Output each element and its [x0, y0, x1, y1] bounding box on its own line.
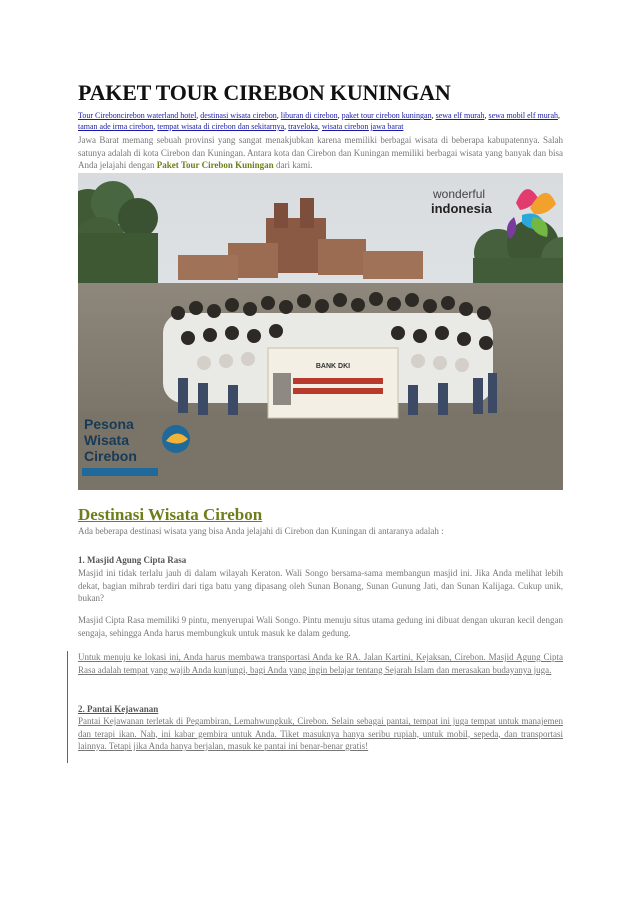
tag-link[interactable]: Tour Cirebon: [78, 111, 121, 120]
item-1-paragraph-3: Untuk menuju ke lokasi ini, Anda harus membawa transportasi Anda ke RA. Jalan Kartini, Kejaksan, Cirebon. Masjid Agung Cipta Rasa adalah tempat yang wajib Anda kunjungi, bagi Anda yang ingin belajar tentang Sejarah Islam dan merasakan budayanya juga.: [78, 652, 563, 675]
section-heading: Destinasi Wisata Cirebon: [78, 505, 263, 524]
group-photo: [78, 173, 563, 490]
item-1-paragraph-1: Masjid ini tidak terlalu jauh di dalam wilayah Keraton. Wali Songo bersama-sama membangun masjid ini. Jika Anda melihat lebih dekat, bagian mihrab terdiri dari tiga batu yang dipasang oleh Sunan Bonang, Sunan Gunung Jati, dan Sunan Kalijaga. Cukup unik, bukan?: [78, 568, 563, 603]
logo-bottom-text: indonesia: [431, 201, 492, 216]
tag-link[interactable]: taman ade irma cirebon: [78, 122, 154, 131]
banner-text: BANK DKI: [315, 363, 351, 370]
tag-link[interactable]: wisata cirebon jawa barat: [321, 122, 404, 131]
intro-paragraph: [78, 134, 563, 172]
left-margin-bar: [67, 651, 68, 763]
tag-link[interactable]: traveloka: [288, 122, 318, 131]
badge-line-2: Wisata: [84, 432, 130, 448]
group-photo-image: [78, 173, 563, 490]
item-2-paragraph-1: Pantai Kejawanan terletak di Pegambiran, Lemahwungkuk, Cirebon. Selain sebagai pantai, tempat ini juga tempat untuk manajemen dan terapi ikan. Nah, ini kabar gembira untuk Anda. Tiket masuknya hanya seribu rupiah, untuk mobil, sepeda, dan transportasi lainnya. Tetapi jika Anda hanya berjalan, masuk ke pantai ini benar-benar gratis!: [78, 716, 563, 751]
badge-line-1: Pesona: [84, 416, 134, 432]
badge-line-3: Cirebon: [84, 448, 137, 464]
tag-link[interactable]: liburan di cirebon: [280, 111, 338, 120]
tag-link[interactable]: cirebon waterland hotel: [120, 111, 197, 120]
tag-link[interactable]: destinasi wisata cirebon: [200, 111, 277, 120]
intro-text: Jawa Barat memang sebuah provinsi yang sangat menakjubkan karena memiliki berbagai wisata di beberapa kabupatennya. Salah satunya adalah di kota Cirebon dan Kuningan. Antara kota dan Cirebon dan Kuningan memiliki berbagai wisata yang banyak dan bisa Anda jelajahi dengan: [78, 135, 563, 170]
intro-keyword: Paket Tour Cirebon Kuningan: [156, 160, 274, 170]
logo-top-text: wonderful: [433, 187, 486, 201]
tag-link[interactable]: paket tour cirebon kuningan: [341, 111, 432, 120]
item-1-title: 1. Masjid Agung Cipta Rasa: [78, 555, 187, 565]
tag-link[interactable]: sewa elf murah: [435, 111, 485, 120]
tag-link[interactable]: sewa mobil elf murah: [488, 111, 558, 120]
tag-list: Tour Cireboncirebon waterland hotel, destinasi wisata cirebon, liburan di cirebon, paket tour cirebon kuningan, sewa elf murah, sewa mobil elf murah, taman ade irma cirebon, tempat wisata di cirebon dan sekitarnya, traveloka, wisata cirebon jawa barat: [78, 111, 560, 131]
page-title: PAKET TOUR CIREBON KUNINGAN: [78, 80, 451, 105]
item-2-title: 2. Pantai Kejawanan: [78, 704, 159, 714]
tag-link[interactable]: tempat wisata di cirebon dan sekitarnya: [157, 122, 285, 131]
item-1-paragraph-2: Masjid Cipta Rasa memiliki 9 pintu, menyerupai Wali Songo. Pintu menuju situs utama gedung ini dibuat dengan ukuran kecil dengan sengaja, sehingga Anda harus membungkuk untuk masuk ke dalam gedung.: [78, 615, 563, 638]
group-banner: [268, 348, 398, 418]
section-lead: Ada beberapa destinasi wisata yang bisa Anda jelajahi di Cirebon dan Kuningan di antaranya adalah :: [78, 526, 444, 536]
intro-tail: dari kami.: [273, 160, 313, 170]
